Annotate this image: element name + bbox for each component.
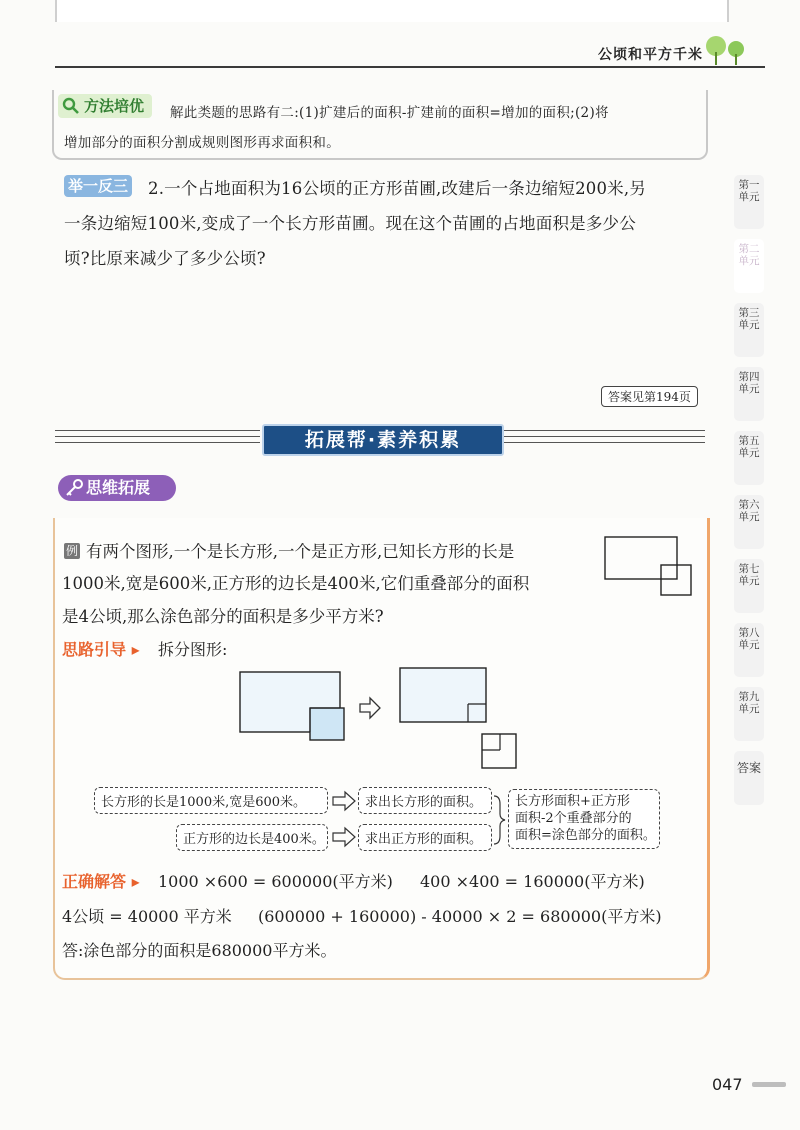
method-tag-label: 方法培优 xyxy=(84,97,145,115)
example-tag: 例 xyxy=(65,544,78,558)
tab-unit-4[interactable]: 第四单元 xyxy=(734,367,764,421)
step-box-2: 求出正方形的面积。 xyxy=(358,824,492,851)
given-box-1: 长方形的长是1000米,宽是600米。 xyxy=(94,787,328,814)
example-line: 1000米,宽是600米,正方形的边长是400米,它们重叠部分的面积 xyxy=(62,574,530,593)
result-line: 面积-2个重叠部分的 xyxy=(515,811,632,826)
tab-answers[interactable]: 答案 xyxy=(734,751,764,805)
flow-arrows xyxy=(330,790,510,850)
method-text: 解此类题的思路有二:(1)扩建后的面积-扩建前的面积=增加的面积;(2)将 xyxy=(170,105,609,121)
practice-tag: 举一反三 xyxy=(64,175,132,197)
section-banner: 拓展帮·素养积累 xyxy=(262,424,504,456)
thinking-tag xyxy=(58,475,176,501)
tab-unit-3[interactable]: 第三单元 xyxy=(734,303,764,357)
example-line: 有两个图形,一个是长方形,一个是正方形,已知长方形的长是 xyxy=(86,542,515,561)
tab-unit-8[interactable]: 第八单元 xyxy=(734,623,764,677)
tree-icon xyxy=(704,34,750,66)
solution-line: 400 ×400 = 160000(平方米) xyxy=(420,872,645,891)
page-number: 047 xyxy=(712,1075,743,1094)
hint-text: 拆分图形: xyxy=(158,640,228,659)
banner-rule xyxy=(502,442,705,443)
tab-unit-6[interactable]: 第六单元 xyxy=(734,495,764,549)
thinking-tag-label: 思维拓展 xyxy=(86,478,151,497)
tab-unit-5[interactable]: 第五单元 xyxy=(734,431,764,485)
split-diagram xyxy=(236,664,526,774)
tab-unit-9[interactable]: 第九单元 xyxy=(734,687,764,741)
page-header-title: 公顷和平方千米 xyxy=(598,47,703,63)
result-box xyxy=(508,789,660,849)
solution-line: (600000 + 160000) - 40000 × 2 = 680000(平方米) xyxy=(258,907,662,926)
banner-rule xyxy=(502,436,705,437)
given-box-2: 正方形的边长是400米。 xyxy=(176,824,328,851)
method-tag xyxy=(58,94,152,118)
banner-rule xyxy=(55,430,260,431)
banner-rule xyxy=(502,430,705,431)
header-divider xyxy=(55,66,765,68)
step-box-1: 求出长方形的面积。 xyxy=(358,787,492,814)
banner-rule xyxy=(55,442,260,443)
page-number-bar xyxy=(752,1082,786,1087)
solution-label: 正确解答 ▸ xyxy=(62,872,140,891)
method-text: 增加部分的面积分割成规则图形再求面积和。 xyxy=(64,135,340,151)
solution-answer: 答:涂色部分的面积是680000平方米。 xyxy=(62,941,337,960)
problem-figure xyxy=(600,532,696,602)
solution-line: 4公顷 = 40000 平方米 xyxy=(62,907,232,926)
practice-line: 2.一个占地面积为16公顷的正方形苗圃,改建后一条边缩短200米,另 xyxy=(148,179,647,198)
result-line: 长方形面积+正方形 xyxy=(515,794,630,809)
solution-line: 1000 ×600 = 600000(平方米) xyxy=(158,872,393,891)
practice-line: 顷?比原来减少了多少公顷? xyxy=(64,249,266,268)
hint-label: 思路引导 ▸ xyxy=(62,640,140,659)
tab-unit-7[interactable]: 第七单元 xyxy=(734,559,764,613)
answer-reference: 答案见第194页 xyxy=(601,386,698,407)
key-icon xyxy=(64,478,84,498)
practice-line: 一条边缩短100米,变成了一个长方形苗圃。现在这个苗圃的占地面积是多少公 xyxy=(64,214,636,233)
magnifier-icon xyxy=(62,97,80,115)
header-strip xyxy=(55,0,729,22)
result-line: 面积=涂色部分的面积。 xyxy=(515,828,656,843)
banner-rule xyxy=(55,436,260,437)
example-line: 是4公顷,那么涂色部分的面积是多少平方米? xyxy=(62,607,384,626)
tab-unit-1[interactable]: 第一单元 xyxy=(734,175,764,229)
tab-unit-2[interactable]: 第二单元 xyxy=(734,239,764,293)
